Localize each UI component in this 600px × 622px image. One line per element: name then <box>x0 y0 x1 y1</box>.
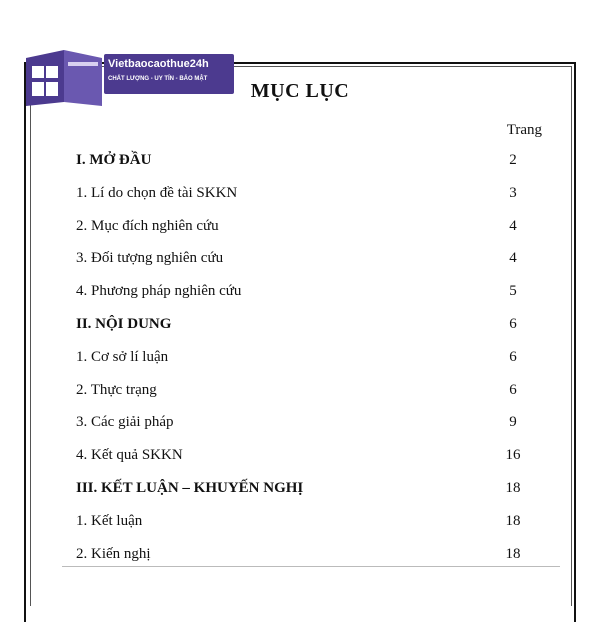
toc-label: 4. Kết quả SKKN <box>76 447 183 464</box>
brand-tagline: CHẤT LƯỢNG - UY TÍN - BẢO MẬT <box>108 76 208 82</box>
brand-name: Vietbaocaothue24h <box>108 58 209 70</box>
toc-page-number: 18 <box>505 479 521 496</box>
toc-item-row[interactable] <box>76 447 528 480</box>
toc-label: II. NỘI DUNG <box>76 315 172 332</box>
toc-page-number: 6 <box>509 381 517 398</box>
toc-label: 1. Kết luận <box>76 512 143 529</box>
toc-label: 2. Mục đích nghiên cứu <box>76 217 219 234</box>
toc-section-row[interactable] <box>76 152 528 185</box>
toc-item-row[interactable] <box>76 513 528 546</box>
toc-page-number: 2 <box>509 152 517 168</box>
divider <box>62 566 560 567</box>
toc-label: 4. Phương pháp nghiên cứu <box>76 283 242 300</box>
toc-label: I. MỞ ĐẦU <box>76 152 152 168</box>
toc-page-number: 3 <box>509 184 517 201</box>
toc-page-number: 18 <box>505 545 521 562</box>
toc-section-row[interactable] <box>76 316 528 349</box>
toc-page-number: 18 <box>505 512 521 529</box>
toc-page-number: 16 <box>505 447 521 464</box>
toc-label: III. KẾT LUẬN – KHUYẾN NGHỊ <box>76 479 304 496</box>
toc-label: 2. Kiến nghị <box>76 545 151 562</box>
toc-page-number: 9 <box>509 414 517 431</box>
toc-label: 1. Lí do chọn đề tài SKKN <box>76 184 238 201</box>
toc-item-row[interactable] <box>76 349 528 382</box>
toc-page-number: 5 <box>509 283 517 300</box>
toc-item-row[interactable] <box>76 185 528 218</box>
toc-label: 3. Đối tượng nghiên cứu <box>76 250 224 267</box>
toc-section-row[interactable] <box>76 480 528 513</box>
toc-item-row[interactable] <box>76 414 528 447</box>
toc-item-row[interactable] <box>76 546 528 579</box>
toc-item-row[interactable] <box>76 283 528 316</box>
toc-page-number: 4 <box>509 250 517 267</box>
toc-item-row[interactable] <box>76 382 528 415</box>
toc-page-number: 6 <box>509 315 517 332</box>
toc-label: 1. Cơ sở lí luận <box>76 348 169 365</box>
page-title: MỤC LỤC <box>250 80 350 102</box>
toc-page-number: 4 <box>509 217 517 234</box>
toc-label: 3. Các giải pháp <box>76 414 174 431</box>
toc-label: 2. Thực trạng <box>76 381 157 398</box>
toc-page-number: 6 <box>509 348 517 365</box>
toc-item-row[interactable] <box>76 218 528 251</box>
toc-item-row[interactable] <box>76 250 528 283</box>
table-of-contents <box>76 152 528 578</box>
page-column-header: Trang <box>506 122 542 138</box>
